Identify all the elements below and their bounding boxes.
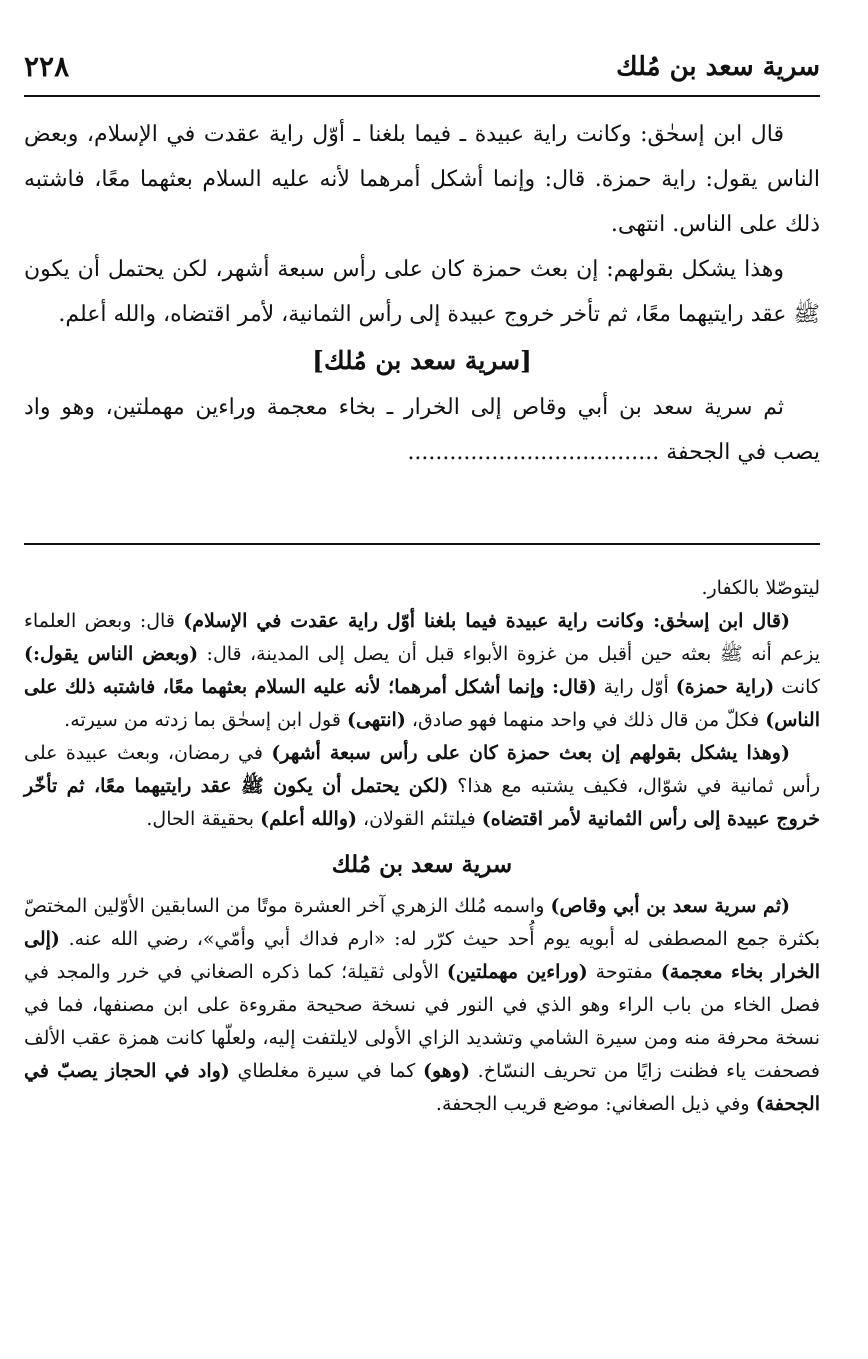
quoted-text: (إلى الخرار بخاء معجمة) xyxy=(24,928,820,983)
commentary-text: قول ابن إسحٰق بما زدته من سيرته. xyxy=(64,709,347,731)
commentary-text: كما في سيرة مغلطاي xyxy=(229,1060,423,1082)
quoted-text: (والله أعلم) xyxy=(260,808,357,830)
commentary-text xyxy=(24,572,820,1121)
commentary-text: أوّل راية xyxy=(596,676,676,698)
section-heading: [سرية سعد بن مُلك] xyxy=(312,346,532,375)
main-text xyxy=(24,112,820,475)
commentary-text: قال: وبعض العلماء يزعم أنه ﷺ بعثه حين أقبل من غزوة الأبواء قبل أن يصل إلى المدينة، قال: xyxy=(24,610,820,665)
commentary-text: وفي ذيل الصغاني: موضع قريب الجحفة. xyxy=(435,1093,756,1115)
commentary-line: ليتوصّلا بالكفار. xyxy=(701,577,820,599)
commentary-paragraph xyxy=(24,737,820,836)
main-paragraph xyxy=(24,385,820,475)
commentary-divider xyxy=(24,543,820,545)
page-header xyxy=(24,40,820,96)
quoted-text: (ثم سرية سعد بن أبي وقاص) xyxy=(550,895,790,917)
commentary-text: بحقيقة الحال. xyxy=(146,808,261,830)
quoted-text: (راية حمزة) xyxy=(675,676,775,698)
quoted-text: (قال ابن إسحٰق: وكانت راية عبيدة فيما بلغنا أوّل راية عقدت في الإسلام) xyxy=(183,610,791,632)
main-paragraph-text: ثم سرية سعد بن أبي وقاص إلى الخرار ـ بخاء معجمة وراءين مهملتين، وهو واد يصب في الجحفة xyxy=(24,395,820,465)
quoted-text: (انتهى) xyxy=(346,709,406,731)
commentary-text: مفتوحة xyxy=(587,961,661,983)
quoted-text: (وهذا يشكل بقولهم إن بعث حمزة كان على رأس سبعة أشهر) xyxy=(271,742,790,764)
commentary-text: فكلّ من قال ذلك في واحد منهما فهو صادق، xyxy=(405,709,766,731)
commentary-text: فيلتئم القولان، xyxy=(357,808,482,830)
commentary-paragraph xyxy=(24,890,820,1121)
commentary-text: الأولى ثقيلة؛ كما ذكره الصغاني في خرر والمجد في فصل الخاء من باب الراء وهو الذي في النور في نسخة صحيحة مقروءة على ابن مصنفها، فما في نسخة محرفة منه ومن سيرة الشامي وتشديد الزاي الأولى لايلتفت إليه، ولعلّها كانت همزة عقب الألف فصحفت ياء فظنت زايًا من تحريف النسّاخ. xyxy=(24,961,820,1082)
main-paragraph: قال ابن إسحٰق: وكانت راية عبيدة ـ فيما بلغنا ـ أوّل راية عقدت في الإسلام، وبعض الناس يقول: راية حمزة. قال: وإنما أشكل أمرهما لأنه عليه السلام بعثهما معًا، فاشتبه ذلك على الناس. انتهى. xyxy=(24,122,820,237)
header-rule xyxy=(24,95,820,97)
commentary-text: في رمضان، وبعث عبيدة على رأس ثمانية في شوّال، فكيف يشتبه مع هذا؟ xyxy=(24,742,820,797)
commentary-text: كانت xyxy=(774,676,820,698)
quoted-text: (وراءين مهملتين) xyxy=(446,961,588,983)
commentary-paragraph xyxy=(24,605,820,737)
main-paragraph: وهذا يشكل بقولهم: إن بعث حمزة كان على رأس سبعة أشهر، لكن يحتمل أن يكون ﷺ عقد رايتيهما معًا، ثم تأخر خروج عبيدة إلى رأس الثمانية، لأمر اقتضاه، والله أعلم. xyxy=(24,257,820,327)
quoted-text: (قال: وإنما أشكل أمرهما؛ لأنه عليه السلام بعثهما معًا، فاشتبه ذلك على الناس) xyxy=(24,676,820,731)
page-number: ٢٢٨ xyxy=(24,50,70,83)
quoted-text: (واد في الحجاز يصبّ في الجحفة) xyxy=(24,1060,820,1115)
running-title: سرية سعد بن مُلك xyxy=(616,52,820,82)
commentary-text: واسمه مُلك الزهري آخر العشرة موتًا من السابقين الأوّلين المختصّ بكثرة جمع المصطفى له أبويه يوم أُحد حيث كرّر له: «ارم فداك أبي وأمّي»، رضي الله عنه. xyxy=(24,895,820,950)
commentary-heading: سرية سعد بن مُلك xyxy=(331,851,513,878)
continuation-dots: .................................... xyxy=(407,440,660,465)
quoted-text: (وبعض الناس يقول:) xyxy=(24,643,199,665)
quoted-text: (لكن يحتمل أن يكون ﷺ عقد رايتيهما معًا، ثم تأخّر خروج عبيدة إلى رأس الثمانية لأمر اقتضاه) xyxy=(24,775,820,830)
quoted-text: (وهو) xyxy=(422,1060,470,1082)
